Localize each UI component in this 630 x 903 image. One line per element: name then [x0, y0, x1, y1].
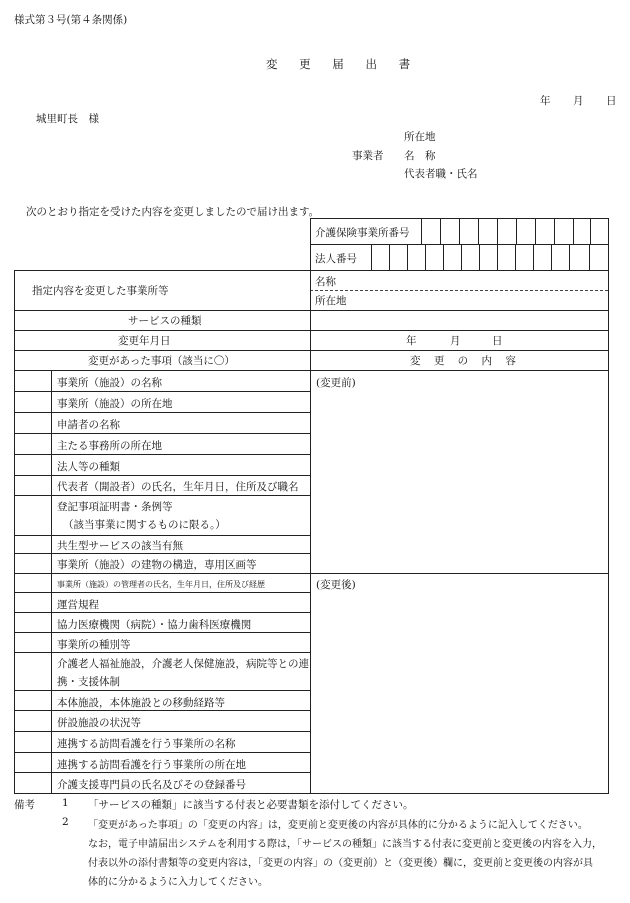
- facility-label: 指定内容を変更した事業所等: [32, 285, 169, 297]
- list-item: 法人等の種類: [57, 461, 120, 473]
- list-item: 協力医療機関（病院）・協力歯科医療機関: [57, 619, 252, 631]
- list-item: 連携する訪問看護を行う事業所の名称: [57, 738, 236, 750]
- note-text-5: 体的に分かるように入力してください。: [88, 877, 268, 888]
- date-year: 年: [540, 95, 551, 107]
- applicant-name-label: 名 称: [404, 150, 436, 162]
- applicant-address-label: 所在地: [404, 131, 436, 143]
- list-item: 共生型サービスの該当有無: [57, 540, 183, 552]
- change-date-label: 変更年月日: [118, 335, 171, 347]
- care-number-label: 介護保険事業所番号: [315, 227, 410, 239]
- note-text-1: 「サービスの種類」に該当する付表と必要書類を添付してください。: [88, 799, 414, 811]
- facility-name-label: 名称: [315, 276, 336, 288]
- note-number-1: 1: [62, 797, 69, 809]
- notes-label: 備考: [14, 799, 35, 811]
- list-item: 連携する訪問看護を行う事業所の所在地: [57, 759, 246, 771]
- intro-text: 次のとおり指定を受けた内容を変更しましたので届け出ます。: [26, 206, 320, 218]
- note-number-2: 2: [62, 816, 69, 828]
- date-day: 日: [606, 95, 617, 107]
- service-type-label: サービスの種類: [128, 315, 202, 327]
- applicant-rep-label: 代表者職・氏名: [404, 168, 478, 180]
- note-text-4: 付表以外の添付書類等の変更内容は，「変更の内容」の（変更前）と（変更後）欄に，変更前と変更後の内容が具: [88, 858, 593, 869]
- page-title: 変 更 届 出 書: [266, 57, 420, 71]
- list-item: 申請者の名称: [57, 419, 120, 431]
- list-item: 主たる事務所の所在地: [57, 440, 162, 452]
- after-label: (変更後): [316, 579, 356, 591]
- list-item: 併設施設の状況等: [57, 717, 141, 729]
- note-text-2: 「変更があった事項」の「変更の内容」は，変更前と変更後の内容が具体的に分かるように記入してください。: [88, 820, 588, 831]
- content-header: 変 更 の 内 容: [410, 355, 521, 367]
- form-number: 様式第３号(第４条関係): [14, 14, 128, 26]
- list-item: 運営規程: [57, 599, 99, 611]
- note-text-3: なお，電子申請届出システムを利用する際は，「サービスの種類」に該当する付表に変更前と変更後の内容を入力，: [88, 839, 602, 850]
- list-item-note: （該当事業に関するものに限る。）: [63, 519, 226, 531]
- list-item-cont: 携・支援体制: [57, 676, 120, 688]
- before-label: (変更前): [316, 377, 356, 389]
- corp-number-label: 法人番号: [315, 253, 357, 265]
- date-month: 月: [573, 95, 584, 107]
- change-date-year: 年: [406, 335, 417, 347]
- list-item: 代表者（開設者）の氏名，生年月日，住所及び職名: [57, 481, 299, 493]
- list-item: 事業所（施設）の管理者の氏名，生年月日，住所及び経歴: [57, 580, 265, 589]
- list-item: 登記事項証明書・条例等: [57, 501, 173, 513]
- list-item: 事業所（施設）の建物の構造，専用区画等: [57, 559, 257, 571]
- list-item: 事業所（施設）の名称: [57, 377, 162, 389]
- change-date-day: 日: [492, 335, 503, 347]
- list-item: 本体施設，本体施設との移動経路等: [57, 697, 225, 709]
- addressee: 城里町長 様: [36, 113, 99, 125]
- change-date-month: 月: [450, 335, 461, 347]
- list-item: 介護支援専門員の氏名及びその登録番号: [57, 779, 246, 791]
- items-header: 変更があった事項（該当に〇）: [88, 355, 235, 367]
- applicant-role-label: 事業者: [352, 150, 384, 162]
- list-item: 事業所の種別等: [57, 639, 131, 651]
- list-item: 事業所（施設）の所在地: [57, 398, 173, 410]
- list-item: 介護老人福祉施設，介護老人保健施設，病院等との連: [57, 658, 309, 670]
- facility-address-label: 所在地: [315, 295, 347, 307]
